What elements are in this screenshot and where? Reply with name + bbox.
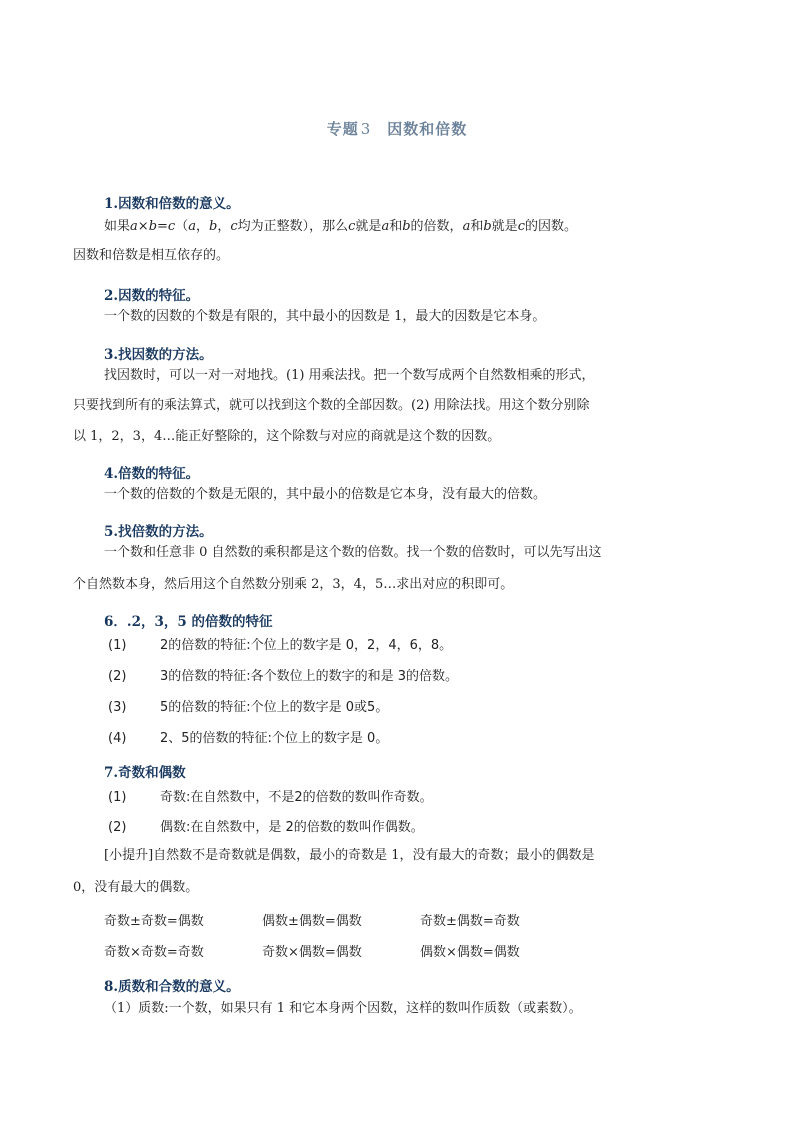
tip-line-1: [小提升]自然数不是奇数就是偶数，最小的奇数是 1，没有最大的奇数；最小的偶数是	[104, 848, 595, 863]
section-1-heading: 1.因数和倍数的意义。	[104, 196, 240, 212]
parity-rule: 奇数±奇数=偶数	[104, 914, 204, 929]
title-text: 因数和倍数	[387, 120, 468, 138]
section-4-line-1: 一个数的倍数的个数是无限的，其中最小的倍数是它本身，没有最大的倍数。	[104, 487, 547, 502]
list-item: (2) 偶数:在自然数中，是 2的倍数的数叫作偶数。	[108, 820, 424, 835]
parity-rule: 偶数±偶数=偶数	[262, 914, 362, 929]
section-3-line-1: 找因数时，可以一对一对地找。(1) 用乘法找。把一个数写成两个自然数相乘的形式，	[104, 368, 595, 383]
section-8-line-1: （1）质数:一个数，如果只有 1 和它本身两个因数，这样的数叫作质数（或素数）。	[104, 1001, 582, 1016]
list-item: (1) 奇数:在自然数中，不是2的倍数的数叫作奇数。	[108, 790, 433, 805]
parity-rule: 奇数×偶数=偶数	[262, 945, 362, 960]
section-2-heading: 2.因数的特征。	[104, 288, 200, 304]
parity-rule: 偶数×偶数=偶数	[420, 945, 520, 960]
section-5-line-2: 个自然数本身，然后用这个自然数分别乘 2，3，4，5…求出对应的积即可。	[73, 577, 514, 592]
section-5-line-1: 一个数和任意非 0 自然数的乘积都是这个数的倍数。找一个数的倍数时，可以先写出这	[104, 545, 602, 560]
section-1-line-2: 因数和倍数是相互依存的。	[73, 248, 230, 263]
section-3-line-2: 只要找到所有的乘法算式，就可以找到这个数的全部因数。(2) 用除法找。用这个数分别除	[73, 398, 590, 413]
title-number: 3	[360, 120, 372, 138]
tip-line-2: 0，没有最大的偶数。	[73, 880, 199, 895]
section-3-heading: 3.找因数的方法。	[104, 347, 213, 363]
parity-rule: 奇数×奇数=奇数	[104, 945, 204, 960]
page-title	[0, 118, 794, 139]
section-8-heading: 8.质数和合数的意义。	[104, 979, 240, 995]
section-4-heading: 4.倍数的特征。	[104, 466, 200, 482]
section-2-line-1: 一个数的因数的个数是有限的，其中最小的因数是 1，最大的因数是它本身。	[104, 309, 546, 324]
list-item: (2) 3的倍数的特征:各个数位上的数字的和是 3的倍数。	[108, 669, 459, 684]
section-3-line-3: 以 1，2，3，4…能正好整除的，这个除数与对应的商就是这个数的因数。	[73, 429, 501, 444]
title-prefix: 专题	[326, 120, 359, 138]
section-1-line-1: 如果a×b=c（a，b，c均为正整数），那么c就是a和b的倍数，a和b就是c的因数。	[104, 219, 577, 234]
list-item: (4) 2、5的倍数的特征:个位上的数字是 0。	[108, 731, 389, 746]
list-item: (1) 2的倍数的特征:个位上的数字是 0，2，4，6，8。	[108, 638, 453, 653]
section-6-heading: 6．.2，3，5 的倍数的特征	[104, 614, 273, 630]
parity-rule: 奇数±偶数=奇数	[420, 914, 520, 929]
list-item: (3) 5的倍数的特征:个位上的数字是 0或5。	[108, 700, 389, 715]
section-7-heading: 7.奇数和偶数	[104, 765, 186, 781]
section-5-heading: 5.找倍数的方法。	[104, 524, 213, 540]
